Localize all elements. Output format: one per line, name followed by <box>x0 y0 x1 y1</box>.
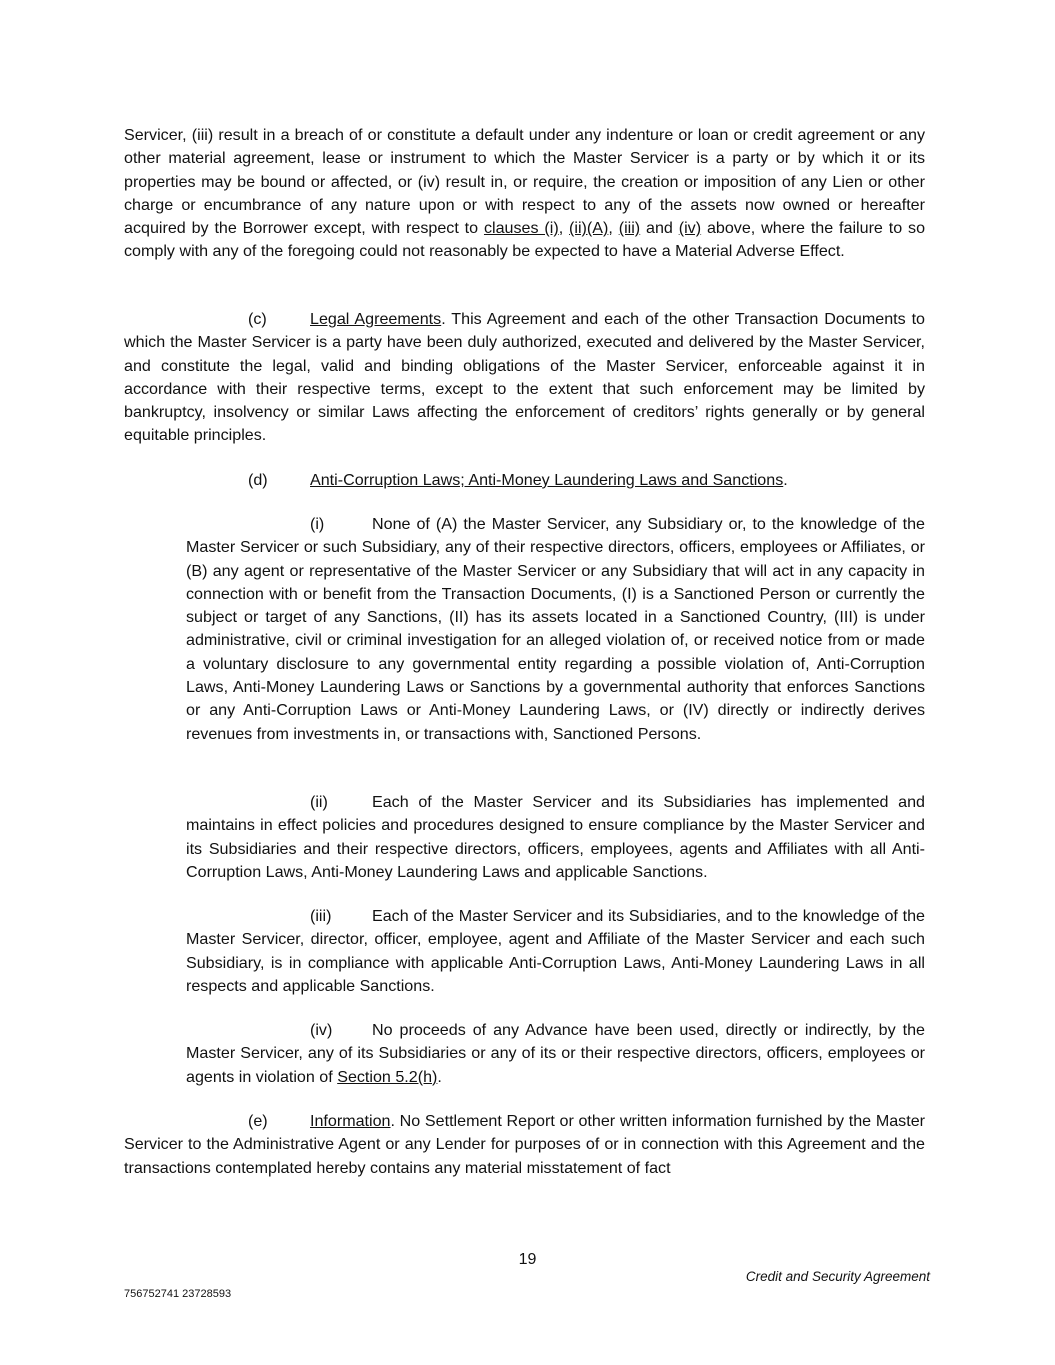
section-number: (e) <box>248 1112 268 1130</box>
separator: and <box>640 219 679 238</box>
punctuation: . <box>783 471 788 489</box>
paragraph-d-ii <box>186 791 925 884</box>
paragraph-b-continuation <box>124 124 925 264</box>
clause-reference: (iv) <box>678 219 702 238</box>
paragraph-c <box>124 308 925 448</box>
clause-reference: (ii)(A) <box>569 219 609 238</box>
punctuation: . <box>437 1067 442 1086</box>
paragraph-d-iv <box>186 1019 925 1089</box>
paragraph-text: above, where the failure to so comply with any of the foregoing could not reasonably be expected to have a Material Adverse Effect. <box>124 219 926 261</box>
paragraph-text: Each of the Master Servicer and its Subsidiaries has implemented and maintains in effect policies and procedures designed to ensure compliance by the Master Servicer and its Subsidiaries and their respective directors, officers, employees, agents and Affiliates with all Anti-Corruption Laws, Anti-Money Laundering Laws and applicable Sanctions. <box>186 793 925 881</box>
section-number: (c) <box>248 310 267 328</box>
section-reference: Section 5.2(h) <box>337 1067 438 1086</box>
clause-reference: (iii) <box>618 219 641 238</box>
paragraph-text: Each of the Master Servicer and its Subsidiaries, and to the knowledge of the Master Servicer, director, officer, employee, agent and Affiliate of the Master Servicer and each such Subsidiary, is in compliance with applicable Anti-Corruption Laws, Anti-Money Laundering Laws in all respects and applicable Sanctions. <box>186 907 925 995</box>
paragraph-text: None of (A) the Master Servicer, any Subsidiary or, to the knowledge of the Master Servicer or such Subsidiary, any of their respective directors, officers, employees or Affiliates, or (B) any agent or representative of the Master Servicer or any Subsidiary that will act in any capacity in connection with or benefit from the Transaction Documents, (I) is a Sanctioned Person or currently the subject or target of any Sanctions, (II) has its assets located in a Sanctioned Country, (III) is under administrative, civil or criminal investigation for an alleged violation of, or received notice from or made a voluntary disclosure to any governmental entity regarding a possible violation of, Anti-Corruption Laws, Anti-Money Laundering Laws or Sanctions by a governmental authority that enforces Sanctions or any Anti-Corruption Laws or Anti-Money Laundering Laws, or (IV) directly or indirectly derives revenues from investments in, or transactions with, Sanctioned Persons. <box>186 515 925 743</box>
footer-document-title: Credit and Security Agreement <box>745 1269 930 1284</box>
paragraph-d <box>124 469 925 492</box>
section-number: (d) <box>248 471 268 489</box>
subsection-number: (iii) <box>310 907 332 925</box>
section-heading: Legal Agreements <box>310 310 442 328</box>
paragraph-d-iii <box>186 905 925 998</box>
section-heading: Information <box>310 1112 391 1130</box>
paragraph-text: Servicer, (iii) result in a breach of or constitute a default under any indenture or loan or credit agreement or any other material agreement, lease or instrument to which the Master Servicer is a party or by which it or its properties may be bound or affected, or (iv) result in, or require, the creation or imposition of any Lien or other charge or encumbrance of any nature upon or with respect to any of the assets now owned or hereafter acquired by the Borrower except, with respect to <box>124 126 925 238</box>
paragraph-text: . No Settlement Report or other written information furnished by the Master Servicer to the Administrative Agent or any Lender for purposes of or in connection with this Agreement and the transactions contemplated hereby contains any material misstatement of fact <box>124 1112 925 1177</box>
paragraph-e <box>124 1110 925 1180</box>
footer-document-id: 756752741 23728593 <box>124 1288 232 1300</box>
section-heading: Anti-Corruption Laws; Anti-Money Laundering Laws and Sanctions <box>310 471 784 489</box>
subsection-number: (ii) <box>310 793 328 811</box>
subsection-number: (i) <box>310 515 325 533</box>
paragraph-text: No proceeds of any Advance have been used, directly or indirectly, by the Master Servicer, any of its Subsidiaries or any of its or their respective directors, officers, employees or agents in violation of <box>186 1021 925 1086</box>
separator: , <box>608 219 619 238</box>
paragraph-d-i <box>186 513 925 746</box>
page-number: 19 <box>518 1251 537 1268</box>
clause-reference: clauses (i) <box>483 219 559 238</box>
paragraph-text: . This Agreement and each of the other Transaction Documents to which the Master Servicer is a party have been duly authorized, executed and delivered by the Master Servicer, and constitute the legal, valid and binding obligations of the Master Servicer, enforceable against it in accordance with their respective terms, except to the extent that such enforcement may be limited by bankruptcy, insolvency or similar Laws affecting the enforcement of creditors’ rights generally or by general equitable principles. <box>124 310 926 445</box>
separator: , <box>558 219 570 238</box>
subsection-number: (iv) <box>310 1021 333 1039</box>
